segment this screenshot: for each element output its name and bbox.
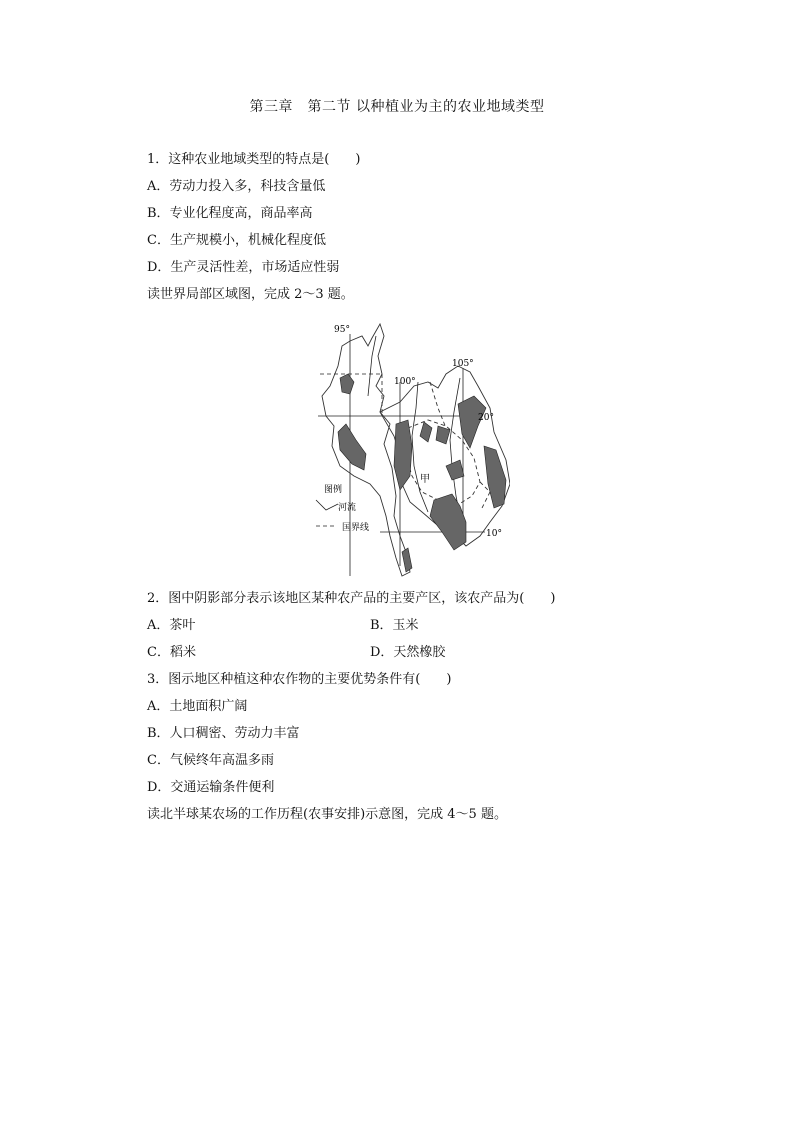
question-2-option-b: B．玉米 — [370, 618, 419, 633]
next-section-intro: 读北半球某农场的工作历程(农事安排)示意图，完成 4～5 题。 — [147, 807, 507, 822]
question-2-option-d: D．天然橡胶 — [370, 645, 446, 660]
question-3-option-a: A．土地面积广阔 — [147, 699, 248, 714]
legend-title: 图例 — [324, 485, 343, 495]
question-2-option-c: C．稻米 — [147, 645, 196, 660]
lon-95-label: 95° — [334, 325, 350, 335]
question-2-option-a: A．茶叶 — [147, 618, 196, 633]
map-legend — [316, 483, 369, 533]
place-jia-label: 甲 — [420, 474, 430, 485]
lon-100-label: 100° — [394, 377, 416, 387]
question-2-stem: 2．图中阴影部分表示该地区某种农产品的主要产区，该农产品为( ) — [147, 591, 556, 606]
legend-river-symbol — [316, 500, 338, 510]
question-1-stem: 1．这种农业地域类型的特点是( ) — [147, 152, 361, 167]
question-3-option-d: D．交通运输条件便利 — [147, 780, 275, 795]
lat-20-label: 20° — [478, 413, 494, 423]
question-1-option-b: B．专业化程度高，商品率高 — [147, 206, 313, 221]
question-1-option-c: C．生产规模小，机械化程度低 — [147, 233, 326, 248]
legend-border-label: 国界线 — [342, 523, 370, 533]
question-3-option-c: C．气候终年高温多雨 — [147, 753, 274, 768]
shaded-production-areas — [338, 374, 506, 572]
page-title: 第三章 第二节 以种植业为主的农业地域类型 — [249, 99, 545, 115]
lon-105-label: 105° — [452, 359, 474, 369]
legend-river-label: 河流 — [338, 503, 357, 513]
region-map — [310, 316, 510, 580]
question-3-stem: 3．图示地区种植这种农作物的主要优势条件有( ) — [147, 672, 452, 687]
lat-10-label: 10° — [486, 529, 502, 539]
map-intro: 读世界局部区域图，完成 2～3 题。 — [147, 287, 354, 302]
question-3-option-b: B．人口稠密、劳动力丰富 — [147, 726, 300, 741]
question-1-option-a: A．劳动力投入多，科技含量低 — [147, 179, 326, 194]
question-1-option-d: D．生产灵活性差，市场适应性弱 — [147, 260, 340, 275]
